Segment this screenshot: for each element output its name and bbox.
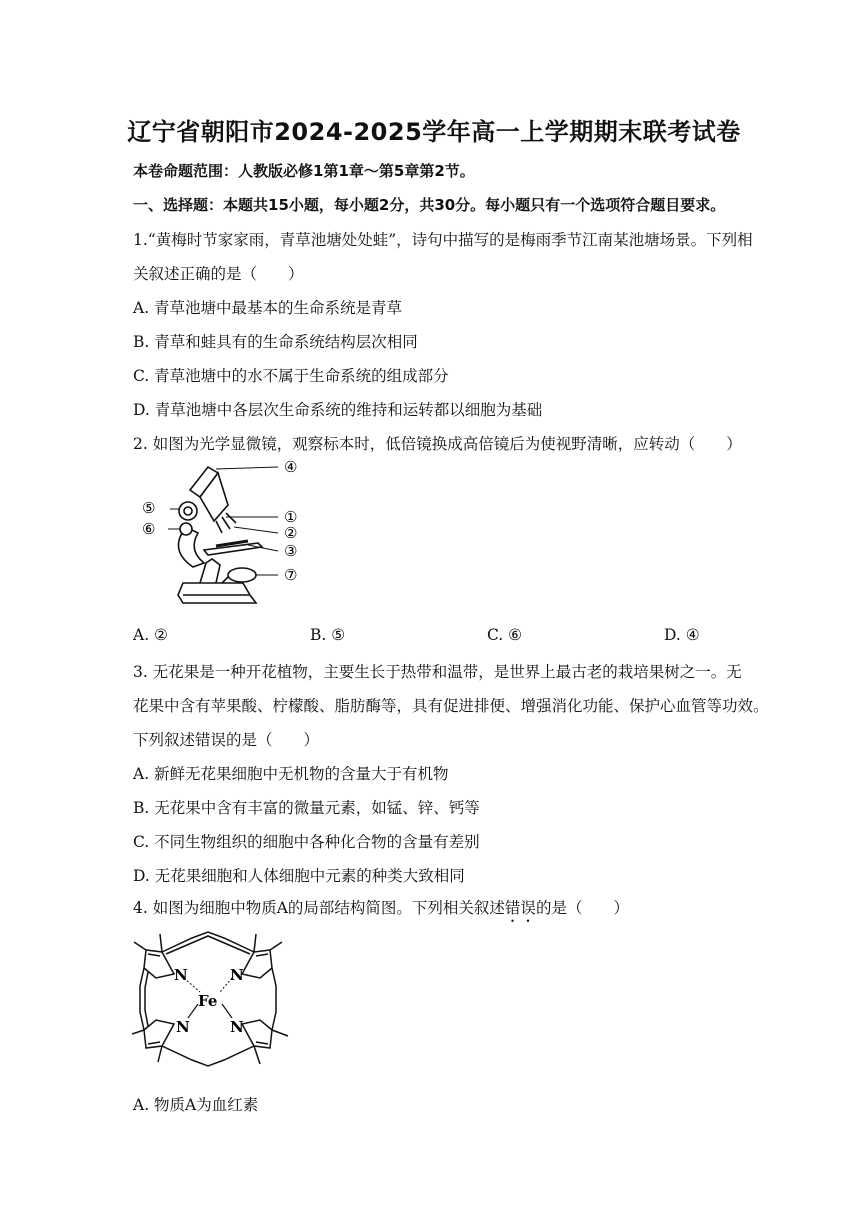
label-5: ⑤ <box>142 499 156 517</box>
q3-option-a: A. 新鲜无花果细胞中无机物的含量大于有机物 <box>133 765 449 783</box>
atom-n-top-left: N <box>174 966 188 984</box>
heme-structure-figure <box>132 922 294 1082</box>
page-title: 辽宁省朝阳市2024-2025学年高一上学期期末联考试卷 <box>127 118 741 146</box>
section-heading: 一、选择题：本题共15小题，每小题2分，共30分。每小题只有一个选项符合题目要求。 <box>133 196 726 214</box>
atom-fe: Fe <box>198 992 218 1010</box>
scope-note: 本卷命题范围：人教版必修1第1章～第5章第2节。 <box>133 162 475 180</box>
microscope-drawing <box>168 467 278 603</box>
q1-option-b: B. 青草和蛙具有的生命系统结构层次相同 <box>133 333 418 351</box>
q3-stem-line2: 花果中含有苹果酸、柠檬酸、脂肪酶等，具有促进排便、增强消化功能、保护心血管等功效。 <box>133 697 769 715</box>
atom-n-bottom-left: N <box>176 1018 190 1036</box>
q4-option-a: A. 物质A为血红素 <box>133 1096 259 1114</box>
q1-stem-line2: 关叙述正确的是（ ） <box>133 265 304 283</box>
q3-option-c: C. 不同生物组织的细胞中各种化合物的含量有差别 <box>133 833 480 851</box>
q3-stem-line3: 下列叙述错误的是（ ） <box>133 731 320 749</box>
atom-n-top-right: N <box>230 966 244 984</box>
q1-stem-line1: 1.“黄梅时节家家雨，青草池塘处处蛙”，诗句中描写的是梅雨季节江南某池塘场景。下列相 <box>133 231 753 249</box>
q1-option-c: C. 青草池塘中的水不属于生命系统的组成部分 <box>133 367 449 385</box>
label-7: ⑦ <box>284 566 298 584</box>
q4-stem-prefix: 4. 如图为细胞中物质A的局部结构简图。下列相关叙述 <box>133 899 505 917</box>
label-3: ③ <box>284 542 298 560</box>
q2-option-b: B. ⑤ <box>310 626 346 644</box>
q4-stem-suffix: 的是（ ） <box>535 899 629 917</box>
atom-n-bottom-right: N <box>230 1018 244 1036</box>
microscope-figure <box>138 455 318 615</box>
label-6: ⑥ <box>142 520 156 538</box>
label-4: ④ <box>284 458 298 476</box>
label-2: ② <box>284 524 298 542</box>
q2-stem: 2. 如图为光学显微镜，观察标本时，低倍镜换成高倍镜后为使视野清晰，应转动（ ） <box>133 435 742 453</box>
q3-stem-line1: 3. 无花果是一种开花植物，主要生长于热带和温带，是世界上最古老的栽培果树之一。无 <box>133 663 742 681</box>
q2-option-d: D. ④ <box>664 626 700 644</box>
q1-option-a: A. 青草池塘中最基本的生命系统是青草 <box>133 299 403 317</box>
q1-option-d: D. 青草池塘中各层次生命系统的维持和运转都以细胞为基础 <box>133 401 543 419</box>
q4-stem-emphasis: 错误 <box>504 899 536 917</box>
q2-option-c: C. ⑥ <box>487 626 523 644</box>
q3-option-d: D. 无花果细胞和人体细胞中元素的种类大致相同 <box>133 867 465 885</box>
q3-option-b: B. 无花果中含有丰富的微量元素，如锰、锌、钙等 <box>133 799 480 817</box>
label-1: ① <box>284 508 298 526</box>
q2-option-a: A. ② <box>133 626 168 644</box>
